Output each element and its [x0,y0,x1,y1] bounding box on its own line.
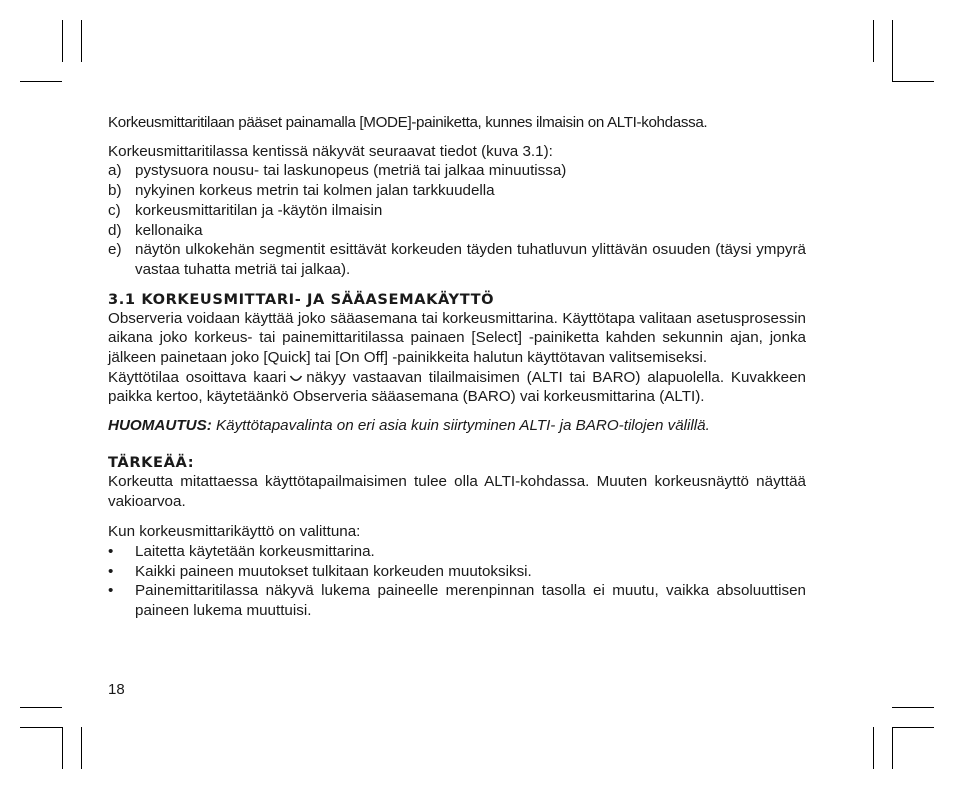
list-item [108,201,806,221]
paragraph-text: näkyy vastaavan tilailmaisimen (ALTI tai BARO) alapuolella. Kuvakkeen paikka kertoo, käytetäänkö Observeria sääasemana (BARO) vai korkeusmittarina (ALTI). [108,368,806,406]
list-item [108,181,806,201]
crop-mark [892,727,934,728]
section-paragraph: Observeria voidaan käyttää joko sääasemana tai korkeusmittarina. Käyttötapa valitaan asetusprosessin aikana joko korkeus- tai painemittaritilassa painaen [Select] -painiketta kahden sekunnin ajan, jonka jälkeen painetaan joko [Quick] tai [On Off] -painikkeita halutun käyttötavan valitsemiseksi. [108,309,806,367]
bullet-marker: • [108,542,114,560]
list-item [108,240,806,279]
crop-mark [20,707,62,708]
note-label: HUOMAUTUS: [108,417,212,435]
crop-mark [81,20,82,62]
note-text: Käyttötapavalinta on eri asia kuin siirtyminen ALTI- ja BARO-tilojen välillä. [216,417,710,435]
paragraph-text: Käyttötilaa osoittava kaari [108,368,287,386]
list-item-text: pystysuora nousu- tai laskunopeus (metriä tai jalkaa minuutissa) [135,162,567,180]
list-marker: e) [108,241,122,259]
page-content [108,113,806,621]
display-fields-list [108,161,806,279]
list-item-text: Kaikki paineen muutokset tulkitaan korkeuden muutoksiksi. [135,562,532,580]
list-marker: c) [108,201,121,219]
list-marker: b) [108,182,122,200]
section-heading: 3.1 KORKEUSMITTARI- JA SÄÄASEMAKÄYTTÖ [108,290,495,308]
list-marker: d) [108,221,122,239]
crop-mark [892,707,934,708]
list-item-text: näytön ulkokehän segmentit esittävät korkeuden täyden tuhatluvun ylittävän osuuden (täysi ympyrä vastaa tuhatta metriä tai jalkaa). [135,241,806,278]
list-item-text: Painemittaritilassa näkyvä lukema paineelle merenpinnan tasolla ei muutu, vaikka absoluuttisen paineen lukema muuttuisi. [135,582,806,620]
crop-mark [20,727,62,728]
list-item [108,581,806,620]
crop-mark [62,20,63,62]
display-intro: Korkeusmittaritilassa kentissä näkyvät seuraavat tiedot (kuva 3.1): [108,142,553,160]
crop-mark [892,81,934,82]
crop-mark [62,727,63,769]
crop-mark [81,727,82,769]
list-item [108,542,806,562]
section-paragraph-icon [108,368,806,407]
crop-mark [892,727,893,769]
important-heading: TÄRKEÄÄ: [108,453,195,471]
note-paragraph [108,416,806,436]
list-item-text: Laitetta käytetään korkeusmittarina. [135,542,375,560]
important-paragraph: Korkeutta mitattaessa käyttötapailmaisimen tulee olla ALTI-kohdassa. Muuten korkeusnäyttö näyttää vakioarvoa. [108,472,806,510]
bullet-marker: • [108,582,114,600]
alti-intro: Kun korkeusmittarikäyttö on valittuna: [108,523,361,541]
crop-mark [873,727,874,769]
list-marker: a) [108,162,122,180]
bullet-marker: • [108,562,114,580]
arc-icon [289,375,303,383]
crop-mark [873,20,874,62]
list-item [108,562,806,582]
list-item-text: nykyinen korkeus metrin tai kolmen jalan tarkkuudella [135,182,495,200]
page-number: 18 [108,681,125,698]
list-item [108,221,806,241]
list-item-text: kellonaika [135,221,203,239]
list-item [108,161,806,181]
crop-mark [20,81,62,82]
bullet-list [108,542,806,621]
crop-mark [892,20,893,82]
intro-paragraph: Korkeusmittaritilaan pääset painamalla [MODE]-painiketta, kunnes ilmaisin on ALTI-kohdassa. [108,114,708,131]
list-item-text: korkeusmittaritilan ja -käytön ilmaisin [135,201,383,219]
